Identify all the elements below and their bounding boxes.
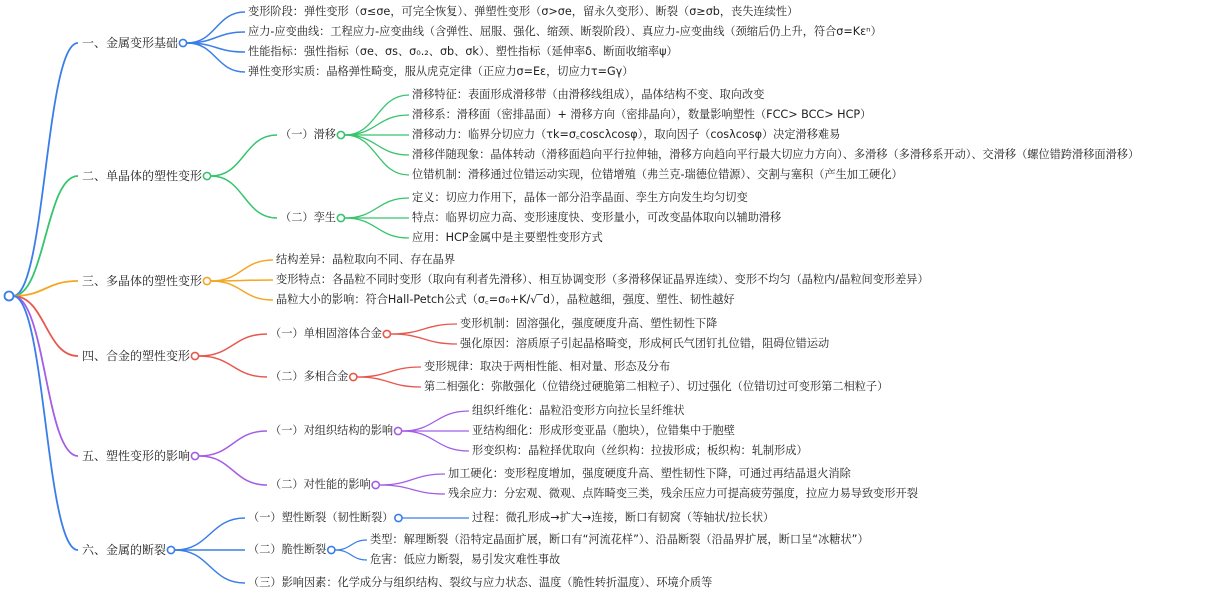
connector-section-to-child bbox=[187, 12, 245, 43]
leaf-residual-stress[interactable]: 残余应力：分宏观、微观、点阵畸变三类，残余压应力可提高疲劳强度，拉应力易导致变形开裂 bbox=[448, 487, 918, 500]
connector-root-to-section bbox=[13, 296, 78, 550]
leaf-deformation-stages[interactable]: 变形阶段：弹性变形（σ≤σe，可完全恢复）、弹塑性变形（σ>σe，留永久变形）、断裂（σ≥σb，丧失连续性） bbox=[248, 5, 799, 18]
subbranch-twinning[interactable]: （二）孪生 bbox=[280, 211, 336, 224]
connector-child-to-leaf bbox=[345, 135, 409, 155]
connector-child-to-leaf bbox=[380, 474, 445, 485]
leaf-brittle-hazards[interactable]: 危害：低应力断裂，易引发灾难性事故 bbox=[370, 553, 561, 566]
subbranch-slip[interactable]: （一）滑移 bbox=[280, 128, 336, 141]
leaf-slip-features[interactable]: 滑移特征：表面形成滑移带（由滑移线组成），晶体结构不变、取向改变 bbox=[412, 88, 765, 101]
connector-child-to-leaf bbox=[391, 324, 457, 334]
subbranch-influencing-factors[interactable]: （三）影响因素：化学成分与组织结构、裂纹与应力状态、温度（脆性转折温度）、环境介质等 bbox=[248, 576, 713, 589]
connector-child-to-leaf bbox=[335, 550, 367, 560]
leaf-deformation-mechanism[interactable]: 变形机制：固溶强化，强度硬度升高、塑性韧性下降 bbox=[460, 317, 718, 330]
connector-child-to-leaf bbox=[335, 540, 367, 550]
leaf-ductile-process[interactable]: 过程：微孔形成→扩大→连接，断口有韧窝（等轴状/拉长状） bbox=[472, 511, 775, 524]
leaf-dislocation-mechanism[interactable]: 位错机制：滑移通过位错运动实现，位错增殖（弗兰克-瑞德位错源）、交割与塞积（产生加工硬化） bbox=[412, 168, 903, 181]
connector-section-to-child bbox=[175, 518, 245, 550]
connector-root-to-section bbox=[13, 296, 78, 456]
leaf-deformation-rules[interactable]: 变形规律：取决于两相性能、相对量、形态及分布 bbox=[424, 360, 671, 373]
leaf-slip-system[interactable]: 滑移系：滑移面（密排晶面）+ 滑移方向（密排晶向），数量影响塑性（FCC> BCC> HCP） bbox=[412, 108, 872, 121]
leaf-twinning-definition[interactable]: 定义：切应力作用下，晶体一部分沿孪晶面、孪生方向发生均匀切变 bbox=[412, 191, 748, 204]
connector-section-to-child bbox=[199, 456, 267, 485]
leaf-structure-difference[interactable]: 结构差异：晶粒取向不同、存在晶界 bbox=[276, 253, 456, 266]
connector-section-to-child bbox=[199, 334, 267, 356]
expand-toggle[interactable] bbox=[372, 481, 379, 488]
connector-section-to-child bbox=[211, 281, 273, 300]
subbranch-brittle-fracture[interactable]: （二）脆性断裂 bbox=[248, 543, 327, 556]
leaf-grain-size-effect[interactable]: 晶粒大小的影响：符合Hall-Petch公式（σ꜀=σ₀+K/√‾d），晶粒越细，强度、塑性、韧性越好 bbox=[276, 293, 735, 306]
connector-section-to-child bbox=[211, 260, 273, 281]
expand-toggle[interactable] bbox=[179, 39, 186, 46]
connector-section-to-child bbox=[175, 550, 245, 583]
leaf-work-hardening[interactable]: 加工硬化：变形程度增加，强度硬度升高、塑性韧性下降，可通过再结晶退火消除 bbox=[448, 467, 851, 480]
subbranch-property-effects[interactable]: （二）对性能的影响 bbox=[270, 478, 371, 491]
expand-toggle[interactable] bbox=[350, 373, 357, 380]
expand-toggle[interactable] bbox=[395, 514, 402, 521]
leaf-slip-phenomena[interactable]: 滑移伴随现象：晶体转动（滑移面趋向平行拉伸轴，滑移方向趋向平行最大切应力方向）、多滑移（多滑移系开动）、交滑移（螺位错跨滑移面滑移） bbox=[412, 148, 1140, 161]
connector-child-to-leaf bbox=[380, 485, 445, 494]
leaf-stress-strain-curve[interactable]: 应力-应变曲线：工程应力-应变曲线（含弹性、屈服、强化、缩颈、断裂阶段）、真应力-应变曲线（颈缩后仍上升，符合σ=Kεⁿ） bbox=[248, 25, 882, 38]
leaf-performance-indicators[interactable]: 性能指标：强性指标（σe、σs、σ₀.₂、σb、σk）、塑性指标（延伸率δ、断面收缩率ψ） bbox=[248, 45, 678, 58]
expand-toggle[interactable] bbox=[191, 352, 198, 359]
leaf-slip-driving-force[interactable]: 滑移动力：临界分切应力（τk=σ꜀coscλcosφ），取向因子（cosλcosφ）决定滑移难易 bbox=[412, 128, 841, 141]
connector-child-to-leaf bbox=[345, 115, 409, 135]
expand-toggle[interactable] bbox=[337, 131, 344, 138]
expand-toggle[interactable] bbox=[191, 452, 198, 459]
leaf-deformation-texture[interactable]: 形变织构：晶粒择优取向（丝织构：拉拔形成；板织构：轧制形成） bbox=[472, 444, 808, 457]
expand-toggle[interactable] bbox=[203, 172, 210, 179]
connector-child-to-leaf bbox=[357, 367, 421, 377]
connector-section-to-child bbox=[199, 356, 267, 377]
connector-child-to-leaf bbox=[345, 218, 409, 238]
connector-child-to-leaf bbox=[345, 95, 409, 135]
subbranch-single-phase-alloy[interactable]: （一）单相固溶体合金 bbox=[270, 327, 382, 340]
expand-toggle[interactable] bbox=[328, 546, 335, 553]
expand-toggle[interactable] bbox=[394, 427, 401, 434]
leaf-fiber-structure[interactable]: 组织纤维化：晶粒沿变形方向拉长呈纤维状 bbox=[472, 404, 685, 417]
root-node-circle[interactable] bbox=[5, 292, 14, 301]
branch-plastic-deformation-effects[interactable]: 五、塑性变形的影响 bbox=[82, 449, 191, 463]
connector-section-to-child bbox=[211, 135, 277, 176]
connector-child-to-leaf bbox=[402, 431, 469, 451]
subbranch-structure-effects[interactable]: （一）对组织结构的影响 bbox=[270, 424, 394, 437]
connector-root-to-section bbox=[13, 176, 78, 296]
branch-metal-fracture[interactable]: 六、金属的断裂 bbox=[82, 543, 167, 557]
connector-section-to-child bbox=[211, 176, 277, 218]
expand-toggle[interactable] bbox=[167, 546, 174, 553]
leaf-elastic-essence[interactable]: 弹性变形实质：晶格弹性畸变，服从虎克定律（正应力σ=Eε，切应力τ=Gγ） bbox=[248, 65, 634, 78]
connector-child-to-leaf bbox=[357, 377, 421, 387]
branch-metal-deformation-basics[interactable]: 一、金属变形基础 bbox=[82, 36, 179, 50]
branch-polycrystal-plasticity[interactable]: 三、多晶体的塑性变形 bbox=[82, 274, 203, 288]
leaf-second-phase-strengthening[interactable]: 第二相强化：弥散强化（位错绕过硬脆第二相粒子）、切过强化（位错切过可变形第二相粒子） bbox=[424, 380, 889, 393]
connector-child-to-leaf bbox=[402, 411, 469, 431]
leaf-twinning-application[interactable]: 应用：HCP金属中是主要塑性变形方式 bbox=[412, 231, 603, 244]
connector-child-to-leaf bbox=[391, 334, 457, 344]
connector-section-to-child bbox=[199, 431, 267, 456]
leaf-brittle-types[interactable]: 类型：解理断裂（沿特定晶面扩展，断口有“河流花样”）、沿晶断裂（沿晶界扩展，断口呈“冰糖状”） bbox=[370, 533, 869, 546]
connector-child-to-leaf bbox=[345, 135, 409, 175]
connector-root-to-section bbox=[13, 43, 78, 296]
branch-single-crystal-plasticity[interactable]: 二、单晶体的塑性变形 bbox=[82, 169, 203, 183]
leaf-substructure-refinement[interactable]: 亚结构细化：形成形变亚晶（胞块），位错集中于胞壁 bbox=[472, 424, 735, 437]
leaf-twinning-features[interactable]: 特点：临界切应力高、变形速度快、变形量小，可改变晶体取向以辅助滑移 bbox=[412, 211, 782, 224]
leaf-deformation-features[interactable]: 变形特点：各晶粒不同时变形（取向有利者先滑移）、相互协调变形（多滑移保证晶界连续）、变形不均匀（晶粒内/晶粒间变形差异） bbox=[276, 273, 929, 286]
subbranch-multi-phase-alloy[interactable]: （二）多相合金 bbox=[270, 370, 349, 383]
branch-alloy-plasticity[interactable]: 四、合金的塑性变形 bbox=[82, 349, 191, 363]
leaf-strengthening-cause[interactable]: 强化原因：溶质原子引起晶格畸变，形成柯氏气团钉扎位错，阻碍位错运动 bbox=[460, 337, 830, 350]
subbranch-ductile-fracture[interactable]: （一）塑性断裂（韧性断裂） bbox=[248, 511, 394, 524]
expand-toggle[interactable] bbox=[337, 214, 344, 221]
connector-child-to-leaf bbox=[345, 198, 409, 218]
expand-toggle[interactable] bbox=[203, 277, 210, 284]
expand-toggle[interactable] bbox=[383, 330, 390, 337]
